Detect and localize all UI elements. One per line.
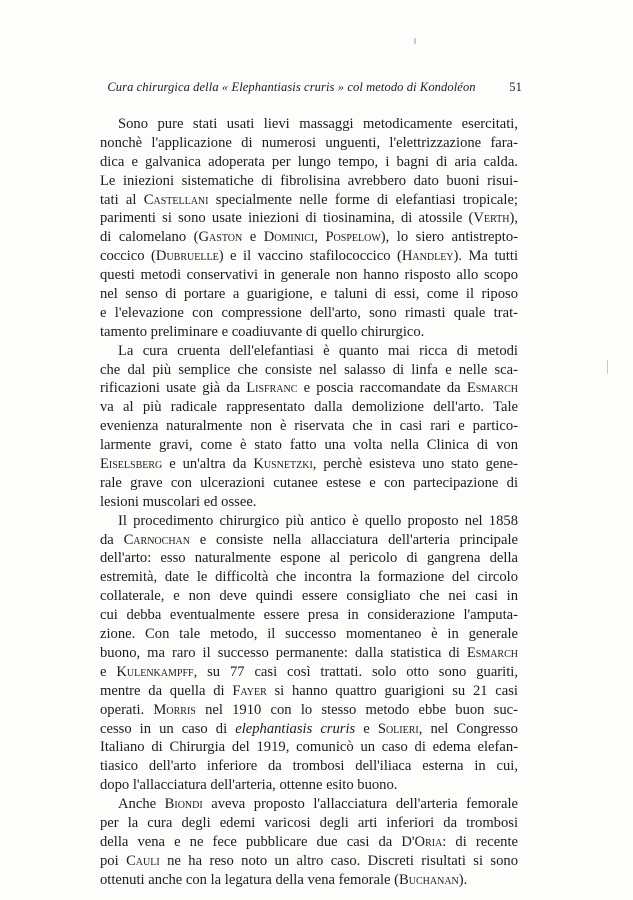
text-line: e Kulenkampff, su 77 casi così trattati. solo otto sono guariti, <box>100 663 518 680</box>
text-line: da Carnochan e consiste nella allacciatura dell'arteria principale <box>100 531 518 548</box>
author-name: Buchanan <box>399 871 459 888</box>
text-line: Anche Biondi aveva proposto l'allacciatura dell'arteria femorale <box>118 796 518 813</box>
text-line: Italiano di Chirurgia del 1919, comunicò un caso di edema elefan- <box>100 739 518 756</box>
text-line: di calomelano (Gaston e Dominici, Pospelow), lo siero antistrepto- <box>100 229 519 246</box>
body-text <box>100 115 518 890</box>
text-line: dopo l'allacciatura dell'arteria, ottenne esito buono. <box>100 777 398 794</box>
author-name: Castellani <box>143 191 209 208</box>
author-name: Oria <box>414 833 443 850</box>
author-name: Gaston <box>198 229 243 246</box>
text-line: nel senso di portare a guarigione, e taluni di essi, come il riposo <box>100 286 518 303</box>
text-line: che dal più semplice che consiste nel salasso di linfa e nelle sca- <box>100 361 518 378</box>
text-line: cesso in un caso di elephantiasis cruris e Solieri, nel Congresso <box>100 720 518 737</box>
text-line: per la cura degli edemi varicosi degli arti inferiori da trombosi <box>100 814 518 831</box>
text-line: La cura cruenta dell'elefantiasi è quanto mai ricca di metodi <box>118 342 518 359</box>
author-name: Biondi <box>164 796 203 813</box>
author-name: Esmarch <box>466 644 518 661</box>
author-name: Kulenkampff <box>116 663 194 680</box>
text-line: collaterale, e non deve quindi essere consigliato che nei casi in <box>100 588 518 605</box>
text-line: ottenuti anche con la legatura della vena femorale (Buchanan). <box>100 871 468 888</box>
text-line: lesioni muscolari ed ossee. <box>100 493 257 510</box>
author-name: Fayer <box>232 682 267 699</box>
text-line: nonchè l'applicazione di numerosi unguenti, l'elettrizzazione fara- <box>100 134 518 151</box>
running-title: Cura chirurgica della « Elephantiasis cruris » col metodo di Kondoléon <box>107 80 476 94</box>
text-line: questi metodi conservativi in generale non hanno risposto allo scopo <box>100 267 518 284</box>
author-name: Verth <box>473 210 510 227</box>
text-line: dell'arto: esso naturalmente espone al pericolo di gangrena della <box>100 550 518 567</box>
text-line: buono, ma raro il successo permanente: dalla statistica di Esmarch <box>100 644 518 661</box>
author-name: Cauli <box>126 852 160 869</box>
text-line: Eiselsberg e un'altra da Kusnetzki, perchè esisteva uno stato gene- <box>100 456 518 473</box>
author-name: Pospelow <box>325 229 381 246</box>
text-line: Il procedimento chirurgico più antico è quello proposto nel 1858 <box>118 512 518 529</box>
text-line: rale grave con ulcerazioni cutanee estese e con partecipazione di <box>100 474 518 491</box>
text-line: estremità, date le difficoltà che incontra la formazione del circolo <box>100 569 518 586</box>
text-line: mentre da quella di Fayer si hanno quattro guarigioni su 21 casi <box>100 682 518 699</box>
text-line: poi Cauli ne ha reso noto un altro caso. Discreti risultati si sono <box>100 852 518 869</box>
text-line: tati al Castellani specialmente nelle forme di elefantiasi tropicale; <box>100 191 518 208</box>
text-line: zione. Con tale metodo, il successo momentaneo è in generale <box>100 626 518 643</box>
text-line: operati. Morris nel 1910 con lo stesso metodo ebbe buon suc- <box>100 701 518 718</box>
text-line: evenienza naturalmente non è riservata che in casi rari e partico- <box>100 418 518 435</box>
text-line: rificazioni usate già da Lisfranc e poscia raccomandate da Esmarch <box>100 380 518 397</box>
latin-term: elephantiasis cruris <box>235 720 356 737</box>
author-name: Esmarch <box>466 380 518 397</box>
text-line: cui debba eventualmente essere presa in considerazione l'amputa- <box>100 607 518 624</box>
text-line: Sono pure stati usati lievi massaggi metodicamente esercitati, <box>118 116 518 132</box>
text-line: tiasico dell'arto inferiore da trombosi dell'iliaca esterna in cui, <box>100 758 518 775</box>
author-name: Handley <box>401 248 454 265</box>
author-name: Morris <box>153 701 196 718</box>
text-line: e l'elevazione con compressione dell'arto, sono rimasti quale trat- <box>100 304 518 321</box>
page-number: 51 <box>509 80 522 94</box>
text-line: della vena e ne fece pubblicare due casi da D'Oria: di recente <box>100 833 518 850</box>
text-line: va al più radicale rappresentato dalla demolizione dell'arto. Tale <box>100 399 518 416</box>
author-name: Dubruelle <box>155 248 219 265</box>
text-line: coccico (Dubruelle) e il vaccino stafilococcico (Handley). Ma tutti <box>100 248 518 265</box>
paper-speck <box>607 360 608 374</box>
text-line: parimenti si sono usate iniezioni di tiosinamina, di atossile (Verth), <box>100 210 518 227</box>
author-name: Eiselsberg <box>100 456 163 473</box>
paper-speck <box>414 38 416 44</box>
text-line: larmente gravi, come è stato fatto una volta nella Clinica di von <box>100 437 518 454</box>
author-name: Carnochan <box>123 531 190 548</box>
text-line: dica e galvanica adoperata per lungo tempo, i bagni di aria calda. <box>100 153 518 170</box>
text-line: Le iniezioni sistematiche di fibrolisina avrebbero dato buoni risui- <box>100 172 518 189</box>
running-header <box>100 80 520 95</box>
author-name: Lisfranc <box>246 380 298 397</box>
author-name: Dominici <box>263 229 315 246</box>
author-name: Solieri <box>377 720 419 737</box>
author-name: Kusnetzki <box>253 456 313 473</box>
text-line: tamento preliminare e coadiuvante di quello chirurgico. <box>100 323 425 340</box>
